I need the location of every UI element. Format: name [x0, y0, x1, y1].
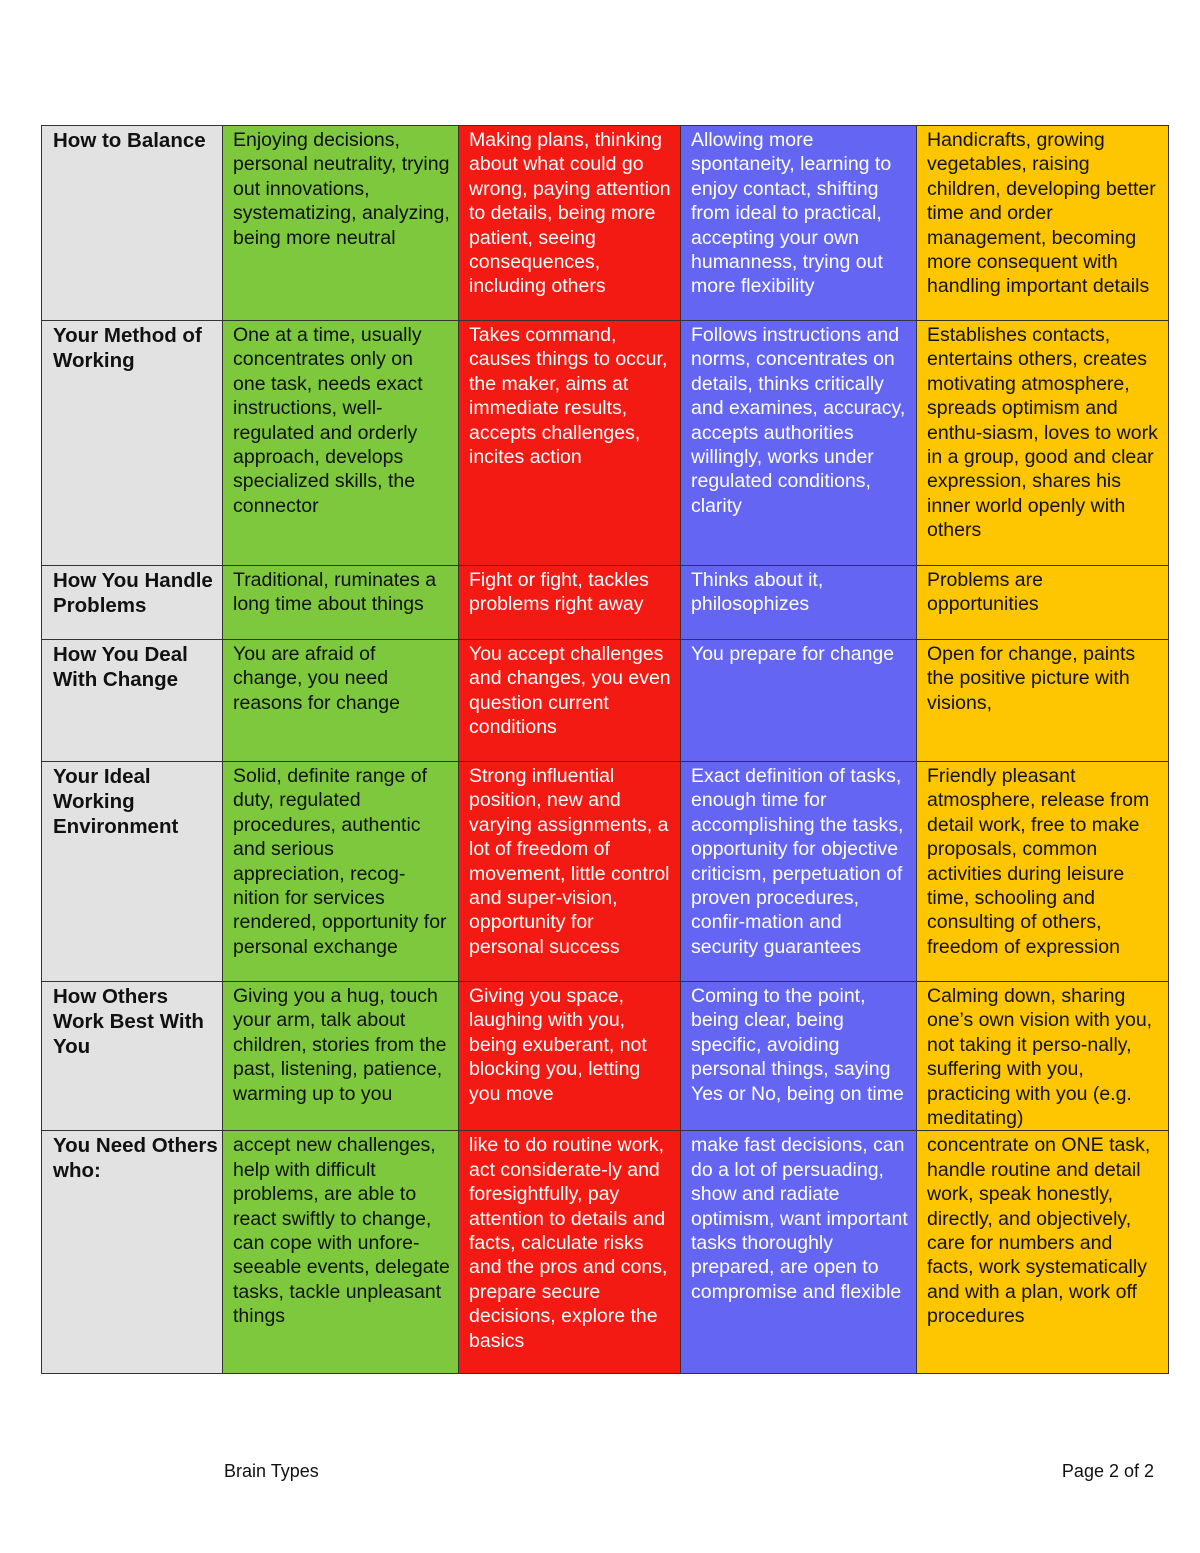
brain-types-table: [41, 125, 1169, 1374]
cell-green: Giving you a hug, touch your arm, talk about children, stories from the past, listening, patience, warming up to you: [223, 982, 459, 1131]
row-label: How You Handle Problems: [42, 566, 223, 640]
row-label: You Need Others who:: [42, 1131, 223, 1374]
row-label: How to Balance: [42, 126, 223, 321]
cell-yellow: Friendly pleasant atmosphere, release from detail work, free to make proposals, common activities during leisure time, schooling and consulting of others, freedom of expression: [917, 762, 1169, 982]
cell-blue: Exact definition of tasks, enough time for accomplishing the tasks, opportunity for objective criticism, perpetuation of proven procedures, confir-mation and security guarantees: [681, 762, 917, 982]
cell-blue: Allowing more spontaneity, learning to enjoy contact, shifting from ideal to practical, accepting your own humanness, trying out more flexibility: [681, 126, 917, 321]
cell-green: One at a time, usually concentrates only on one task, needs exact instructions, well-regulated and orderly approach, develops specialized skills, the connector: [223, 321, 459, 566]
cell-yellow: Calming down, sharing one’s own vision with you, not taking it perso-nally, suffering with you, practicing with you (e.g. meditating): [917, 982, 1169, 1131]
cell-red: Making plans, thinking about what could go wrong, paying attention to details, being more patient, seeing consequences, including others: [459, 126, 681, 321]
row-label: How Others Work Best With You: [42, 982, 223, 1131]
cell-green: Enjoying decisions, personal neutrality, trying out innovations, systematizing, analyzing, being more neutral: [223, 126, 459, 321]
cell-red: Giving you space, laughing with you, being exuberant, not blocking you, letting you move: [459, 982, 681, 1131]
cell-green: accept new challenges, help with difficult problems, are able to react swiftly to change, can cope with unfore-seeable events, delegate tasks, tackle unpleasant things: [223, 1131, 459, 1374]
table-row: [42, 762, 1169, 982]
cell-yellow: concentrate on ONE task, handle routine and detail work, speak honestly, directly, and objectively, care for numbers and facts, work systematically and with a plan, work off procedures: [917, 1131, 1169, 1374]
cell-blue: Thinks about it, philosophizes: [681, 566, 917, 640]
cell-red: Fight or fight, tackles problems right away: [459, 566, 681, 640]
table-row: [42, 982, 1169, 1131]
cell-red: Strong influential position, new and varying assignments, a lot of freedom of movement, little control and super-vision, opportunity for personal success: [459, 762, 681, 982]
cell-green: You are afraid of change, you need reasons for change: [223, 640, 459, 762]
cell-blue: make fast decisions, can do a lot of persuading, show and radiate optimism, want important tasks thoroughly prepared, are open to compromise and flexible: [681, 1131, 917, 1374]
footer-document-title: Brain Types: [224, 1461, 319, 1481]
row-label: Your Ideal Working Environment: [42, 762, 223, 982]
table-row: [42, 126, 1169, 321]
table-row: [42, 1131, 1169, 1374]
cell-green: Traditional, ruminates a long time about things: [223, 566, 459, 640]
row-label: Your Method of Working: [42, 321, 223, 566]
cell-yellow: Establishes contacts, entertains others, creates motivating atmosphere, spreads optimism and enthu-siasm, loves to work in a group, good and clear expression, shares his inner world openly with others: [917, 321, 1169, 566]
cell-blue: Coming to the point, being clear, being specific, avoiding personal things, saying Yes or No, being on time: [681, 982, 917, 1131]
row-label: How You Deal With Change: [42, 640, 223, 762]
cell-blue: You prepare for change: [681, 640, 917, 762]
cell-yellow: Handicrafts, growing vegetables, raising children, developing better time and order management, becoming more consequent with handling important details: [917, 126, 1169, 321]
cell-yellow: Problems are opportunities: [917, 566, 1169, 640]
table-row: [42, 321, 1169, 566]
cell-blue: Follows instructions and norms, concentrates on details, thinks critically and examines, accuracy, accepts authorities willingly, works under regulated conditions, clarity: [681, 321, 917, 566]
cell-red: You accept challenges and changes, you even question current conditions: [459, 640, 681, 762]
cell-yellow: Open for change, paints the positive picture with visions,: [917, 640, 1169, 762]
table-row: [42, 640, 1169, 762]
footer-page-number: Page 2 of 2: [1061, 1461, 1154, 1481]
cell-red: Takes command, causes things to occur, the maker, aims at immediate results, accepts challenges, incites action: [459, 321, 681, 566]
cell-green: Solid, definite range of duty, regulated procedures, authentic and serious appreciation, recog-nition for services rendered, opportunity for personal exchange: [223, 762, 459, 982]
table-row: [42, 566, 1169, 640]
cell-red: like to do routine work, act considerate-ly and foresightfully, pay attention to details and facts, calculate risks and the pros and cons, prepare secure decisions, explore the basics: [459, 1131, 681, 1374]
